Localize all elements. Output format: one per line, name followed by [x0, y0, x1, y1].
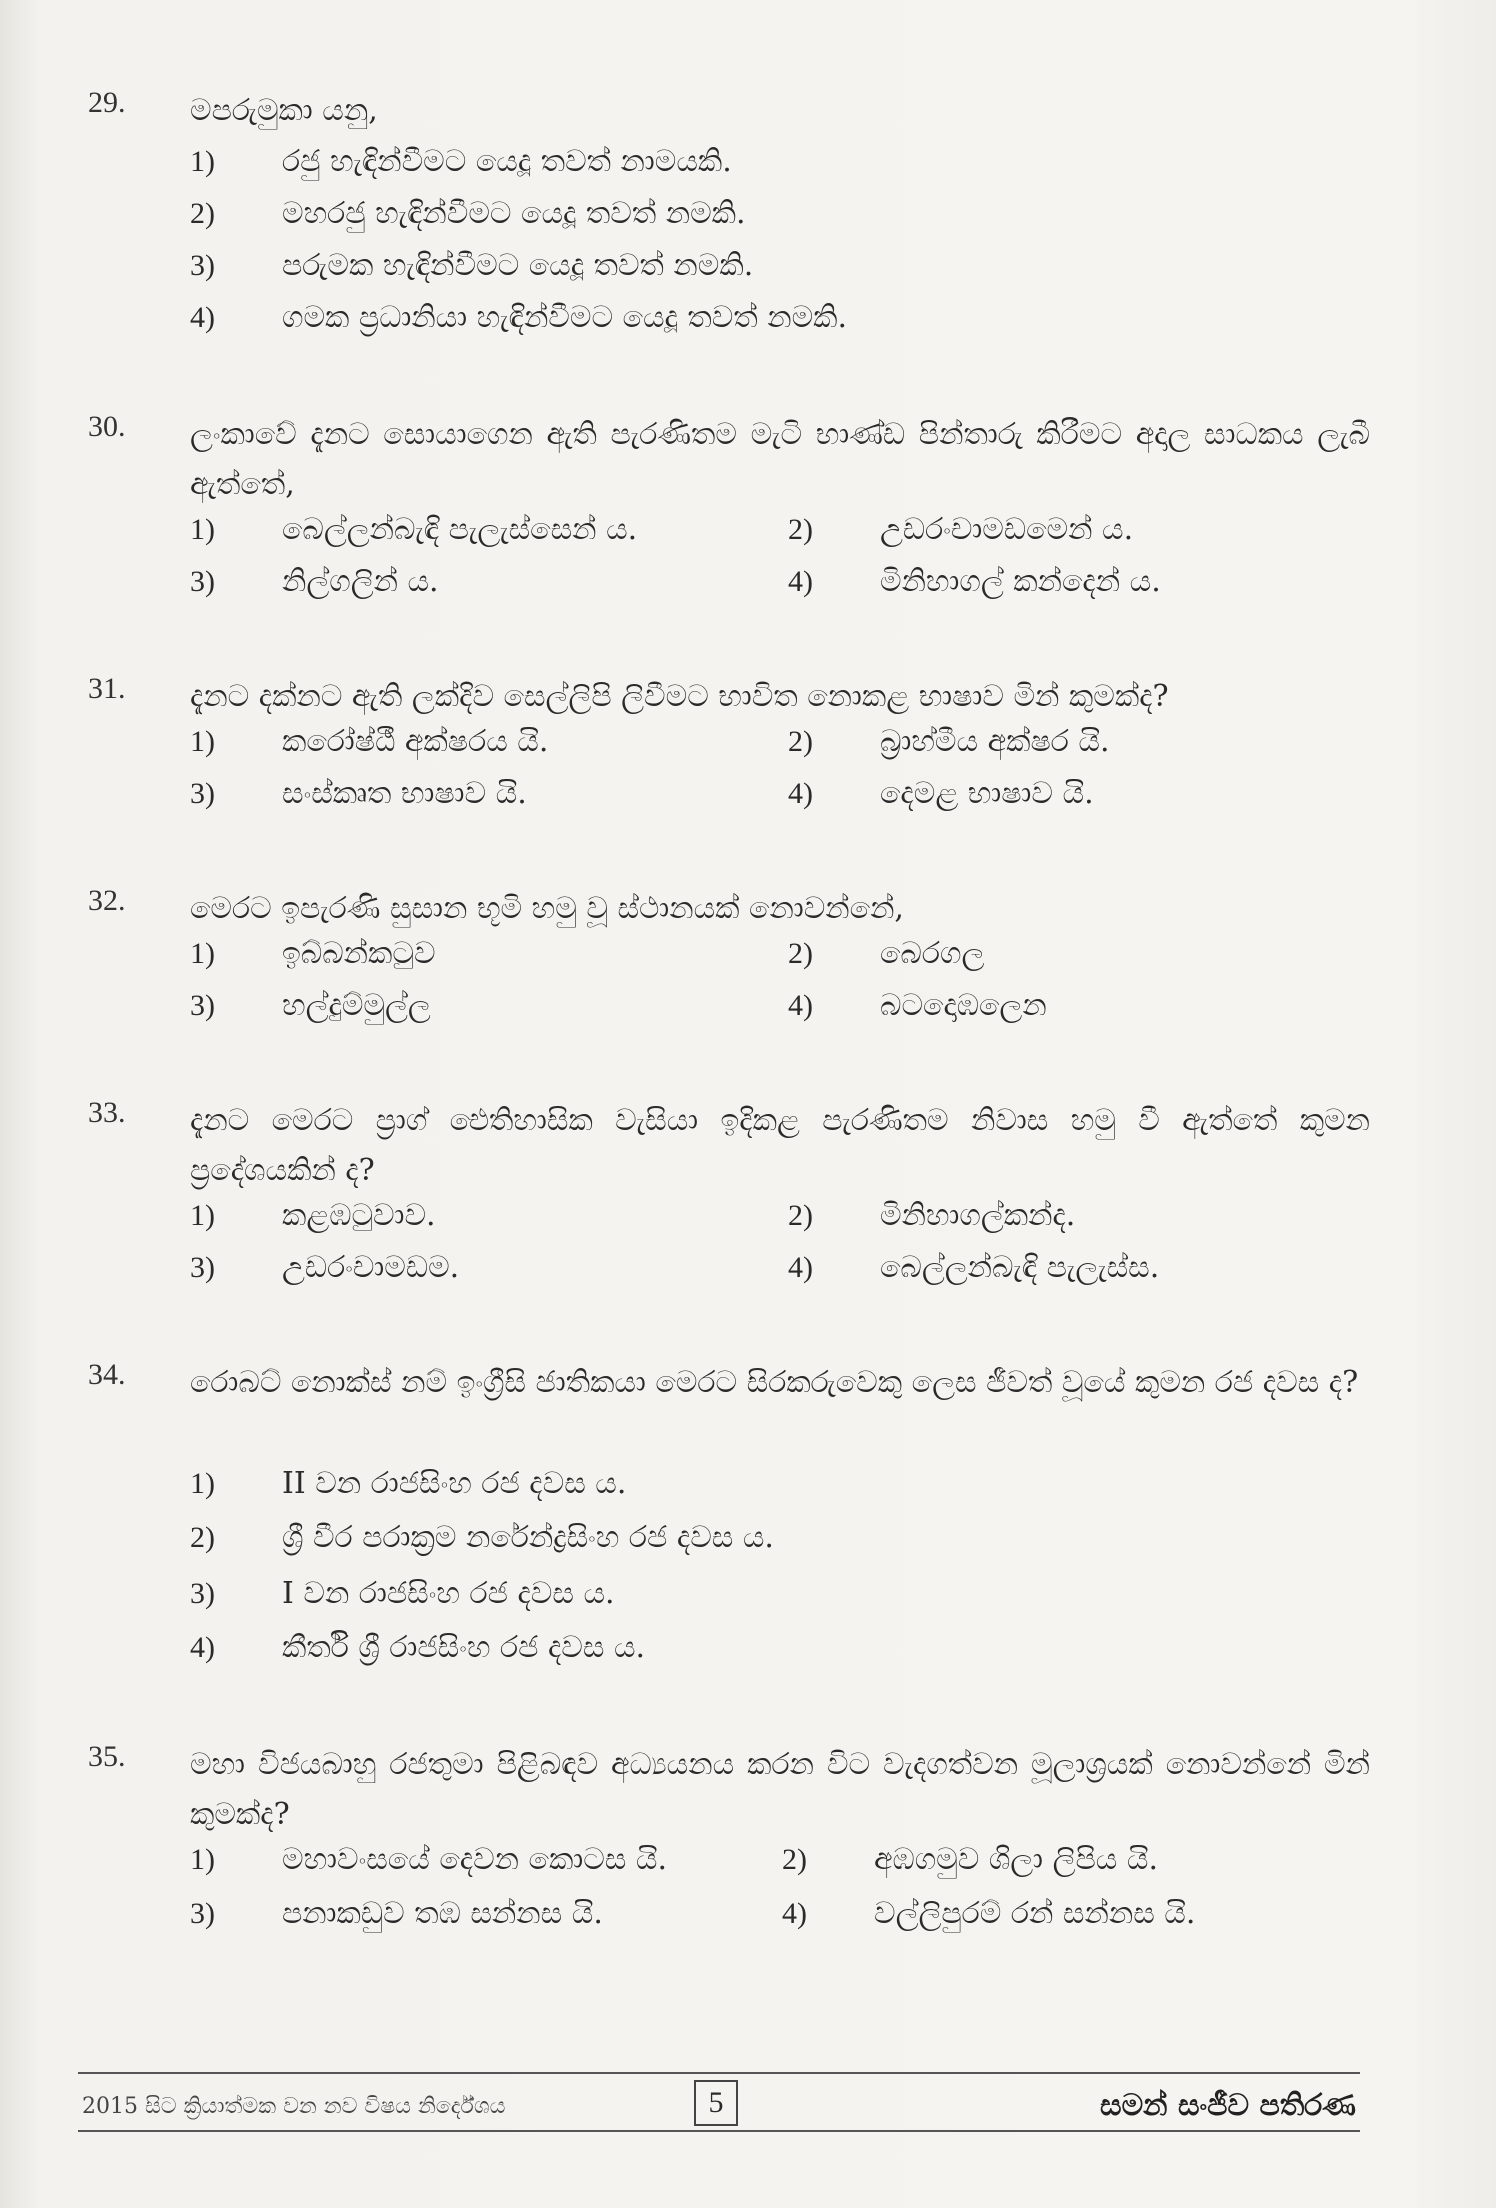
option-30-4: 4) මිනිහාගල් කන්දෙන් ය. — [788, 564, 1161, 599]
question-number: 32. — [88, 884, 126, 917]
option-31-4: 4) දෙමළ භාෂාව යි. — [788, 776, 1094, 811]
question-number: 33. — [88, 1096, 126, 1129]
question-number: 31. — [88, 672, 126, 705]
option-34-1: 1) II වන රාජසිංහ රජ දවස ය. — [190, 1466, 627, 1501]
option-31-3: 3) සංස්කෘත භාෂාව යි. — [190, 776, 527, 811]
option-34-3: 3) I වන රාජසිංහ රජ දවස ය. — [190, 1576, 615, 1611]
option-30-2: 2) උඩරංචාමඩමෙන් ය. — [788, 512, 1134, 547]
option-32-2: 2) බෙරගල — [788, 936, 985, 971]
question-text: ලංකාවේ දැනට සොයාගෙන ඇති පැරණිතම මැටි භාණ්ඩ පින්තාරු කිරීමට අදාල සාධකය ලැබී ඇත්තේ, — [190, 417, 1370, 502]
footer-left-text: 2015 සිට ක්‍රියාත්මක වන නව විෂය නිර්දේශය — [82, 2094, 506, 2119]
footer-right-text: සමන් සංජීව පතිරණ — [1100, 2088, 1356, 2123]
option-31-1: 1) කරෝෂ්ඨී අක්ෂරය යි. — [190, 724, 549, 759]
option-35-3: 3) පනාකඩුව තඹ සන්නස යි. — [190, 1896, 603, 1931]
option-31-2: 2) බ්‍රාහ්මීය අක්ෂර යි. — [788, 724, 1110, 759]
question-number: 30. — [88, 410, 126, 443]
option-34-4: 4) කීර්ති ශ්‍රී රාජසිංහ රජ දවස ය. — [190, 1630, 646, 1665]
option-35-4: 4) වල්ලිපුරම් රන් සන්නස යි. — [782, 1896, 1196, 1931]
question-text: මපරුමුකා යනු, — [190, 93, 378, 128]
option-32-1: 1) ඉබ්බන්කටුව — [190, 936, 436, 971]
option-35-2: 2) අඹගමුව ශිලා ලිපිය යි. — [782, 1842, 1158, 1877]
option-33-3: 3) උඩරංචාමඩම. — [190, 1250, 460, 1285]
option-32-3: 3) හල්දුම්මුල්ල — [190, 988, 431, 1023]
footer-rule-bottom — [78, 2130, 1360, 2132]
question-text: දැනට දක්නට ඇති ලක්දිව සෙල්ලිපි ලිවීමට භාවිත නොකළ භාෂාව මින් කුමක්ද? — [190, 679, 1169, 714]
page-number: 5 — [694, 2080, 738, 2126]
option-29-1: 1) රජු හැඳින්වීමට යෙදූ තවත් නාමයකි. — [190, 144, 732, 179]
footer-rule-top — [78, 2072, 1360, 2074]
option-33-1: 1) කළඹටුවාව. — [190, 1198, 436, 1233]
option-35-1: 1) මහාවංසයේ දෙවන කොටස යි. — [190, 1842, 668, 1877]
option-33-4: 4) බෙල්ලන්බැඳි පැලැස්ස. — [788, 1250, 1160, 1285]
option-29-2: 2) මහරජු හැඳින්වීමට යෙදූ තවත් නමකි. — [190, 196, 746, 231]
option-30-3: 3) නිල්ගලින් ය. — [190, 564, 439, 599]
question-text: රොබට් නොක්ස් නම් ඉංග්‍රීසි ජාතිකයා මෙරට සිරකරුවෙකු ලෙස ජීවත් වූයේ කුමන රජ දවස ද? — [190, 1365, 1359, 1400]
option-29-3: 3) පරුමක හැඳින්වීමට යෙදූ තවත් නමකි. — [190, 248, 754, 283]
question-text: දැනට මෙරට ප්‍රාග් ඓතිහාසික වැසියා ඉදිකළ පැරණිතම නිවාස හමු වී ඇත්තේ කුමන ප්‍රදේශයකින් ද? — [190, 1103, 1370, 1188]
option-33-2: 2) මිනිහාගල්කන්ද. — [788, 1198, 1076, 1233]
option-32-4: 4) බටදොඹලෙන — [788, 988, 1047, 1023]
option-34-2: 2) ශ්‍රී වීර පරාක්‍රම නරේන්ද්‍රසිංහ රජ දවස ය. — [190, 1520, 774, 1555]
option-29-4: 4) ගමක ප්‍රධානියා හැඳින්වීමට යෙදූ තවත් නමකි. — [190, 300, 848, 335]
question-number: 34. — [88, 1358, 126, 1391]
question-number: 29. — [88, 86, 126, 119]
option-30-1: 1) බෙල්ලන්බැඳි පැලැස්සෙන් ය. — [190, 512, 638, 547]
question-text: මෙරට ඉපැරණි සුසාන භූමි හමු වූ ස්ථානයක් නොවන්නේ, — [190, 891, 904, 926]
question-number: 35. — [88, 1740, 126, 1773]
question-text: මහා විජයබාහු රජතුමා පිළිබඳව අධ්‍යයනය කරන විට වැදගත්වන මූලාශ්‍රයක් නොවන්නේ මින් කුමක්ද? — [190, 1747, 1370, 1832]
